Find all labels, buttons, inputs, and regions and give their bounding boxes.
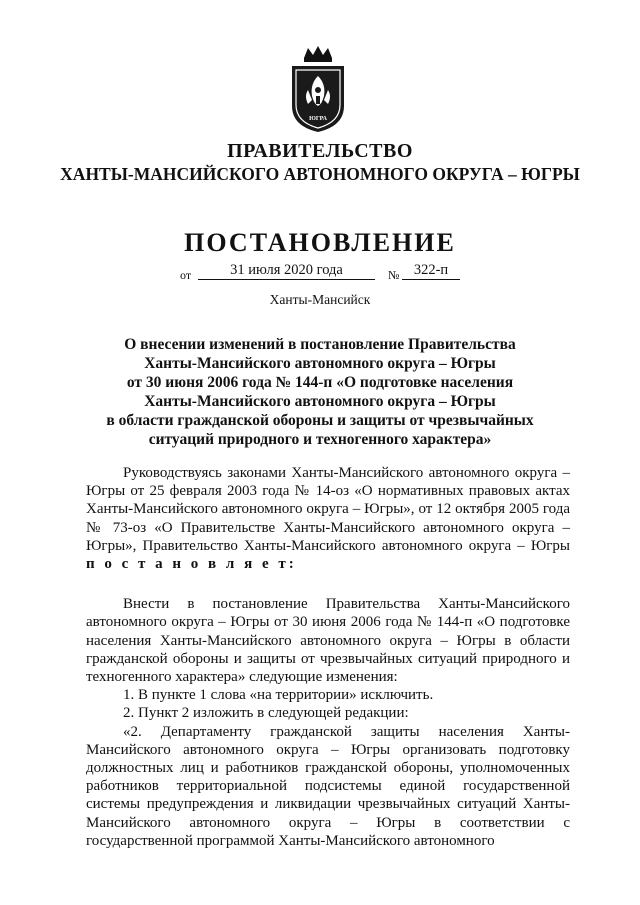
emblem-caption: ЮГРА [309, 116, 327, 122]
body-paragraph: 1. В пункте 1 слова «на территории» исключить. [123, 687, 434, 704]
subject-line: Ханты-Мансийского автономного округа – Югры [144, 355, 496, 372]
body-paragraph: 2. Пункт 2 изложить в следующей редакции: [123, 705, 409, 722]
document-body [86, 464, 570, 850]
preamble-text: Руководствуясь законами Ханты-Мансийского автономного округа – Югры от 25 февраля 2003 года № 14-оз «О нормативных правовых актах Ханты-Мансийского автономного округа – Югры», от 12 октября 2005 года № 73-оз «О Правительстве Ханты-Мансийского автономного округа – Югры», Правительство Ханты-Мансийского автономного округа – Югры [86, 465, 570, 554]
body-paragraph: Внести в постановление Правительства Ханты-Мансийского автономного округа – Югры от 30 июня 2006 года № 144-п «О подготовке населения Ханты-Мансийского автономного округа – Югры в области гражданской обороны и защиты от чрезвычайных ситуаций природного и техногенного характера» следующие изменения: [86, 596, 570, 686]
preamble-paragraph [86, 464, 570, 573]
subject-line: О внесении изменений в постановление Правительства [124, 336, 516, 353]
document-type: ПОСТАНОВЛЕНИЕ [184, 228, 456, 257]
government-subtitle: ХАНТЫ-МАНСИЙСКОГО АВТОНОМНОГО ОКРУГА – ЮГРЫ [60, 164, 580, 184]
decree-word: п о с т а н о в л я е т: [86, 556, 297, 573]
city-name: Ханты-Мансийск [269, 292, 371, 307]
document-number: 322-п [402, 262, 460, 280]
body-paragraph: «2. Департаменту гражданской защиты населения Ханты-Мансийского автономного округа – Югры организовать подготовку должностных лиц и работников гражданской обороны, уполномоченных работников территориальной подсистемы единой государственной системы предупреждения и ликвидации чрезвычайных ситуаций Ханты-Мансийского автономного округа – Югры в соответствии с государственной программой Ханты-Мансийского автономного [86, 723, 570, 849]
subject-line: в области гражданской обороны и защиты от чрезвычайных [106, 412, 534, 429]
date-number-line [180, 262, 480, 284]
coat-of-arms-emblem [286, 44, 350, 134]
subject-line: ситуаций природного и техногенного характера» [148, 431, 492, 448]
subject-line: Ханты-Мансийского автономного округа – Югры [144, 393, 496, 410]
from-label: от [180, 268, 192, 282]
document-subject [90, 335, 550, 449]
number-label: № [388, 268, 400, 282]
subject-line: от 30 июня 2006 года № 144-п «О подготовке населения [126, 374, 514, 391]
government-title: ПРАВИТЕЛЬСТВО [227, 140, 413, 162]
document-date: 31 июля 2020 года [198, 262, 375, 280]
